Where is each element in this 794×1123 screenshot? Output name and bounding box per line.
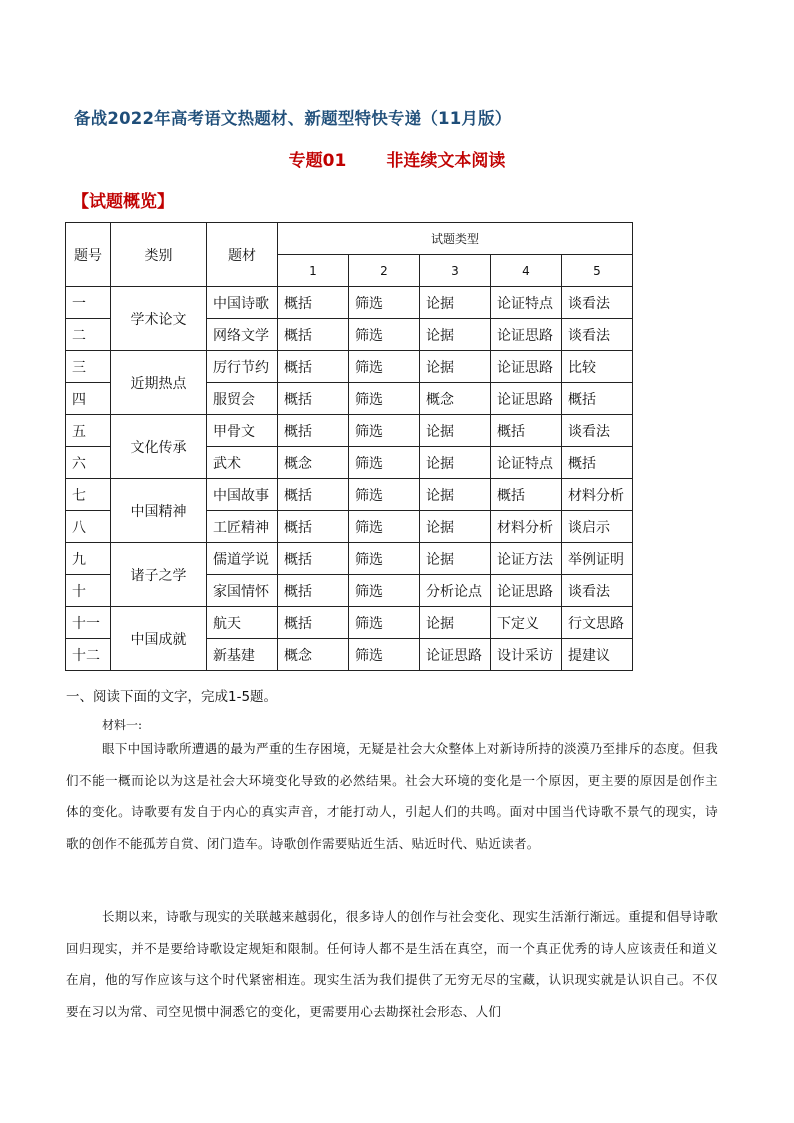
cell-type: 筛选 [349,351,420,383]
cell-category: 学术论文 [111,287,207,351]
cell-type: 论证特点 [491,287,562,319]
subtitle-topic: 非连续文本阅读 [386,151,506,171]
cell-type: 概念 [420,383,491,415]
cell-category: 中国精神 [111,479,207,543]
cell-num: 六 [66,447,111,479]
cell-type: 分析论点 [420,575,491,607]
cell-type: 筛选 [349,447,420,479]
cell-type: 论据 [420,287,491,319]
header-type-col: 3 [420,255,491,287]
passage-paragraph: 长期以来，诗歌与现实的关联越来越弱化，很多诗人的创作与社会变化、现实生活渐行渐远。重提和倡导诗歌回归现实，并不是要给诗歌设定规矩和限制。任何诗人都不是生活在真空，而一个真正优秀的诗人应该责任和道义在肩，他的写作应该与这个时代紧密相连。现实生活为我们提供了无穷无尽的宝藏，认识现实就是认识自己。不仅要在习以为常、司空见惯中洞悉它的变化，更需要用心去勘探社会形态、人们 [66,909,718,1019]
header-question-types: 试题类型 [278,223,633,255]
cell-type: 筛选 [349,575,420,607]
cell-type: 举例证明 [562,543,633,575]
cell-type: 筛选 [349,607,420,639]
cell-type: 概念 [278,447,349,479]
cell-num: 五 [66,415,111,447]
cell-type: 谈启示 [562,511,633,543]
cell-type: 筛选 [349,383,420,415]
document-title: 备战2022年高考语文热题材、新题型特快专递（11月版） [74,109,512,128]
cell-type: 比较 [562,351,633,383]
cell-type: 论证思路 [420,639,491,671]
cell-type: 下定义 [491,607,562,639]
cell-type: 谈看法 [562,415,633,447]
cell-type: 概括 [278,383,349,415]
cell-type: 概括 [278,351,349,383]
cell-topic: 服贸会 [207,383,278,415]
cell-type: 筛选 [349,319,420,351]
cell-topic: 家国情怀 [207,575,278,607]
material-label: 材料一: [102,718,143,732]
cell-num: 一 [66,287,111,319]
cell-num: 十二 [66,639,111,671]
cell-type: 筛选 [349,543,420,575]
header-category: 类别 [111,223,207,287]
question-instruction: 一、阅读下面的文字，完成1-5题。 [66,689,278,705]
cell-category: 中国成就 [111,607,207,671]
topic-subtitle [0,146,794,171]
cell-type: 论据 [420,447,491,479]
subtitle-number: 专题01 [288,151,347,171]
cell-type: 筛选 [349,415,420,447]
header-num: 题号 [66,223,111,287]
overview-heading: 【试题概览】 [72,192,174,212]
cell-topic: 武术 [207,447,278,479]
cell-num: 八 [66,511,111,543]
cell-type: 概括 [278,479,349,511]
table-row [66,479,633,511]
cell-type: 论证方法 [491,543,562,575]
cell-topic: 工匠精神 [207,511,278,543]
cell-num: 七 [66,479,111,511]
cell-num: 二 [66,319,111,351]
table-row [66,287,633,319]
cell-num: 九 [66,543,111,575]
cell-type: 概括 [491,479,562,511]
cell-topic: 儒道学说 [207,543,278,575]
cell-type: 筛选 [349,287,420,319]
cell-type: 概念 [278,639,349,671]
cell-type: 行文思路 [562,607,633,639]
cell-type: 论据 [420,607,491,639]
cell-type: 材料分析 [562,479,633,511]
cell-topic: 航天 [207,607,278,639]
header-type-col: 4 [491,255,562,287]
table-row [66,415,633,447]
cell-type: 谈看法 [562,287,633,319]
cell-num: 十 [66,575,111,607]
cell-type: 概括 [491,415,562,447]
cell-num: 三 [66,351,111,383]
header-type-col: 2 [349,255,420,287]
table-row [66,351,633,383]
cell-num: 十一 [66,607,111,639]
cell-type: 谈看法 [562,575,633,607]
cell-num: 四 [66,383,111,415]
cell-type: 概括 [278,607,349,639]
cell-type: 论证思路 [491,383,562,415]
cell-type: 提建议 [562,639,633,671]
cell-topic: 甲骨文 [207,415,278,447]
passage-paragraph: 眼下中国诗歌所遭遇的最为严重的生存困境，无疑是社会大众整体上对新诗所持的淡漠乃至排斥的态度。但我们不能一概而论以为这是社会大环境变化导致的必然结果。社会大环境的变化是一个原因，更主要的原因是创作主体的变化。诗歌要有发自于内心的真实声音，才能打动人，引起人们的共鸣。面对中国当代诗歌不景气的现实，诗歌的创作不能孤芳自赏、闭门造车。诗歌创作需要贴近生活、贴近时代、贴近读者。 [66,741,718,851]
cell-topic: 网络文学 [207,319,278,351]
cell-type: 谈看法 [562,319,633,351]
cell-type: 论证特点 [491,447,562,479]
header-type-col: 1 [278,255,349,287]
cell-type: 概括 [278,319,349,351]
cell-type: 论证思路 [491,319,562,351]
cell-type: 论据 [420,479,491,511]
cell-type: 筛选 [349,479,420,511]
cell-type: 论据 [420,351,491,383]
header-topic: 题材 [207,223,278,287]
cell-type: 论据 [420,511,491,543]
cell-type: 论据 [420,319,491,351]
cell-type: 概括 [562,383,633,415]
cell-topic: 中国故事 [207,479,278,511]
cell-type: 论证思路 [491,351,562,383]
cell-type: 概括 [278,415,349,447]
cell-topic: 新基建 [207,639,278,671]
question-overview-table [65,222,633,671]
header-type-col: 5 [562,255,633,287]
cell-category: 文化传承 [111,415,207,479]
cell-topic: 厉行节约 [207,351,278,383]
cell-topic: 中国诗歌 [207,287,278,319]
cell-type: 概括 [278,575,349,607]
cell-type: 论证思路 [491,575,562,607]
cell-type: 概括 [278,543,349,575]
cell-type: 概括 [278,287,349,319]
cell-type: 概括 [278,511,349,543]
cell-category: 诸子之学 [111,543,207,607]
cell-type: 论据 [420,543,491,575]
cell-type: 设计采访 [491,639,562,671]
cell-type: 材料分析 [491,511,562,543]
cell-type: 筛选 [349,511,420,543]
table-row [66,543,633,575]
cell-category: 近期热点 [111,351,207,415]
cell-type: 论据 [420,415,491,447]
cell-type: 概括 [562,447,633,479]
table-row [66,607,633,639]
cell-type: 筛选 [349,639,420,671]
